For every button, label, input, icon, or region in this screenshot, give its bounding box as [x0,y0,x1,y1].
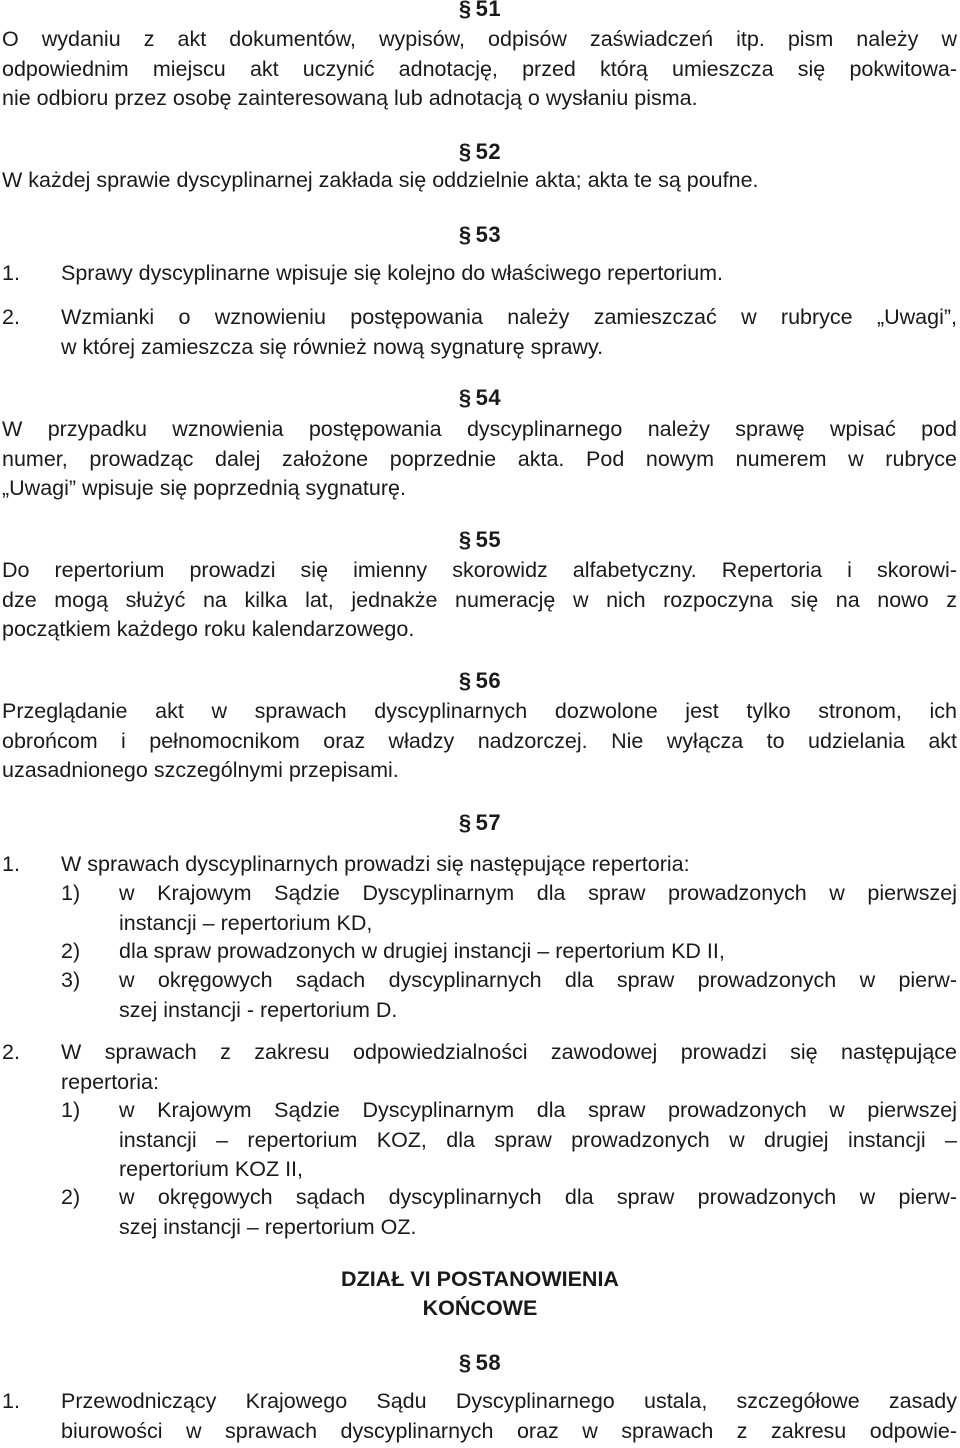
item-number: 2. [2,1040,20,1064]
section-58-heading [0,1348,960,1378]
text-line: biurowości w sprawach dyscyplinarnych oraz w sprawach z zakresu odpowie- [61,1418,957,1443]
section-number: 58 [475,1350,502,1375]
text-line: Przeglądanie akt w sprawach dyscyplinarnych dozwolone jest tylko stronom, ich [2,699,957,723]
section-number: 54 [475,385,502,410]
section-54-text [2,415,957,504]
subitem [119,1096,957,1185]
chapter-title-line-2: KOŃCOWE [422,1296,538,1320]
text-line: W sprawach z zakresu odpowiedzialności zawodowej prowadzi się następujące [61,1040,957,1064]
subitem [119,966,957,1025]
text-line: w Krajowym Sądzie Dyscyplinarnym dla spraw prowadzonych w pierwszej [119,1098,957,1122]
text-line: szej instancji – repertorium OZ. [119,1214,417,1239]
section-sign: § [458,527,472,552]
section-number: 53 [475,222,502,247]
item-number: 2. [2,305,20,329]
text-line: nie odbioru przez osobę zainteresowaną lub adnotacją o wysłaniu pisma. [2,86,698,110]
section-number: 52 [475,139,502,164]
text-line: W każdej sprawie dyscyplinarnej zakłada się oddzielnie akta; akta te są poufne. [2,168,759,192]
section-sign: § [458,810,472,835]
text-line: w okręgowych sądach dyscyplinarnych dla spraw prowadzonych w pierw- [119,1185,957,1209]
subitem-number: 2) [61,939,81,963]
text-line: Do repertorium prowadzi się imienny skorowidz alfabetyczny. Repertoria i skorowi- [2,558,957,582]
section-55-heading [0,525,960,555]
text-line: dze mogą służyć na kilka lat, jednakże numerację w nich rozpoczyna się na nowo z [2,587,957,612]
section-number: 56 [475,668,502,693]
text-line: w której zamieszcza się również nową sygnaturę sprawy. [61,334,604,359]
text-line: w Krajowym Sądzie Dyscyplinarnym dla spraw prowadzonych w pierwszej [119,881,957,905]
section-55-text [2,556,957,645]
subitem-number: 2) [61,1185,81,1209]
section-sign: § [458,0,472,21]
section-number: 55 [475,527,502,552]
section-52-text [2,166,957,196]
text-line: „Uwagi” wpisuje się poprzednią sygnaturę. [2,476,406,500]
text-line: Sprawy dyscyplinarne wpisuje się kolejno do właściwego repertorium. [61,261,724,285]
item-number: 1. [2,852,20,876]
text-line: repertoria: [61,1069,159,1094]
item-number: 1. [2,1389,20,1413]
subitem [119,1183,957,1242]
subitem-number: 1) [61,881,81,905]
section-53-heading [0,220,960,250]
section-56-text [2,697,957,786]
section-sign: § [458,222,472,247]
subitem [119,879,957,938]
section-57-heading [0,808,960,838]
section-51-text [2,25,957,114]
text-line: instancji – repertorium KD, [119,910,373,935]
section-56-heading [0,666,960,696]
section-52-heading [0,137,960,167]
section-number: 51 [475,0,502,21]
text-line: instancji – repertorium KOZ, dla spraw prowadzonych w drugiej instancji – [119,1127,957,1152]
text-line: W przypadku wznowienia postępowania dyscyplinarnego należy sprawę wpisać pod [2,417,957,441]
list-item-intro: W sprawach dyscyplinarnych prowadzi się następujące repertoria: [61,852,690,876]
section-sign: § [458,385,472,410]
subitem [119,937,957,967]
list-item [61,303,957,362]
text-line: O wydaniu z akt dokumentów, wypisów, odpisów zaświadczeń itp. pism należy w [2,27,957,51]
text-line: repertorium KOZ II, [119,1157,303,1181]
item-number: 1. [2,261,20,285]
text-line: Przewodniczący Krajowego Sądu Dyscyplinarnego ustala, szczegółowe zasady [61,1389,957,1413]
text-line: dla spraw prowadzonych w drugiej instancji – repertorium KD II, [119,939,725,963]
text-line: obrońcom i pełnomocnikom oraz władzy nadzorczej. Nie wyłącza to udzielania akt [2,728,957,753]
list-item [61,259,957,289]
section-sign: § [458,1350,472,1375]
text-line: numer, prowadząc dalej założone poprzednie akta. Pod nowym numerem w rubryce [2,446,957,471]
chapter-title-line-1: DZIAŁ VI POSTANOWIENIA [341,1267,619,1291]
list-item-intro [61,1038,957,1097]
section-number: 57 [475,810,502,835]
section-sign: § [458,668,472,693]
subitem-number: 3) [61,968,81,992]
list-item [61,1387,957,1446]
text-line: początkiem każdego roku kalendarzowego. [2,617,415,641]
text-line: w okręgowych sądach dyscyplinarnych dla spraw prowadzonych w pierw- [119,968,957,992]
section-sign: § [458,139,472,164]
text-line: szej instancji - repertorium D. [119,997,398,1022]
text-line: odpowiednim miejscu akt uczynić adnotację, przed którą umieszcza się pokwitowa- [2,56,957,81]
section-54-heading [0,383,960,413]
section-51-heading [0,0,960,24]
text-line: Wzmianki o wznowieniu postępowania należy zamieszczać w rubryce „Uwagi”, [61,305,957,329]
text-line: uzasadnionego szczególnymi przepisami. [2,758,399,782]
subitem-number: 1) [61,1098,81,1122]
